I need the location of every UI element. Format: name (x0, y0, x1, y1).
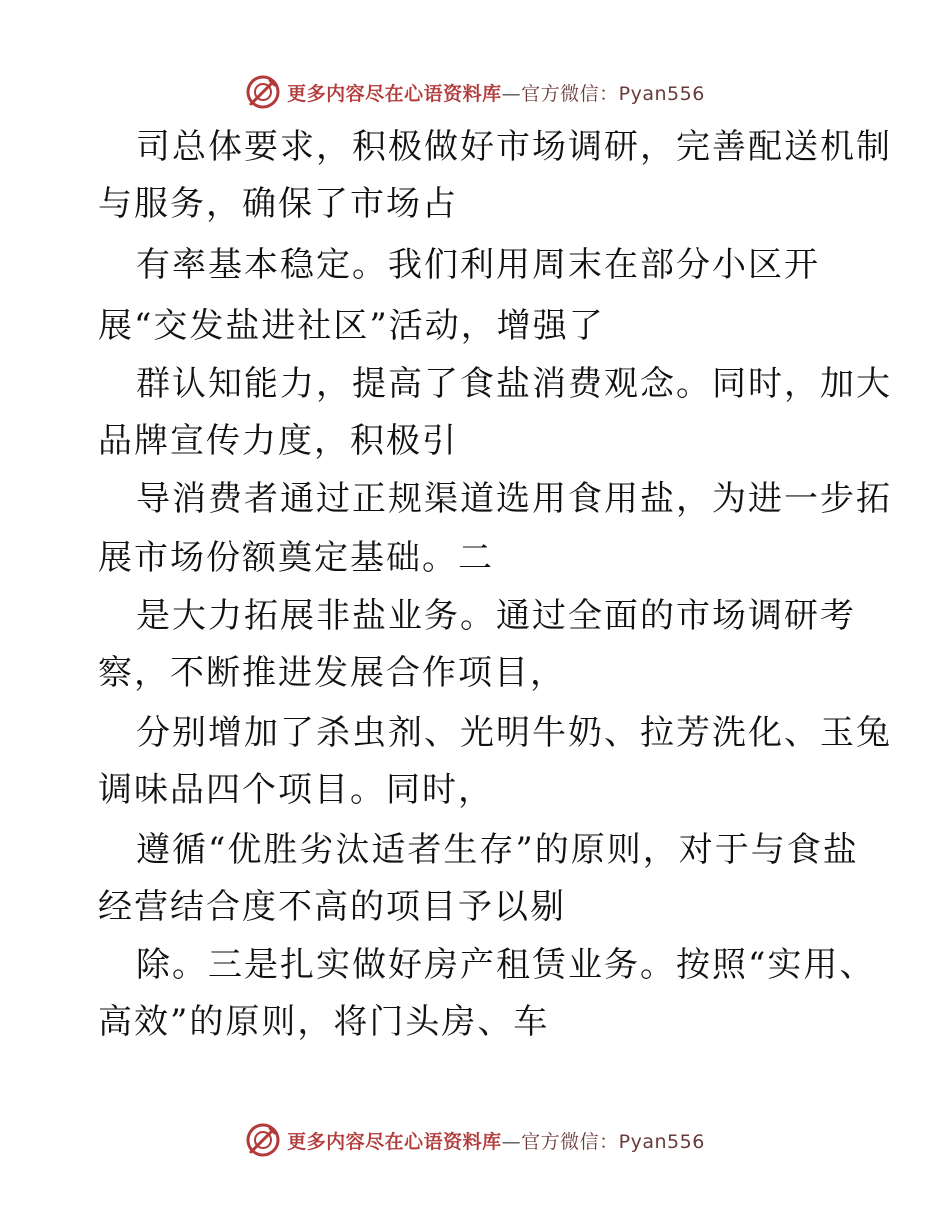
body-line: 是大力拓展非盐业务。通过全面的市场调研考 (136, 596, 856, 636)
body-line: 品牌宣传力度，积极引 (98, 421, 458, 461)
footer-banner (0, 1120, 950, 1160)
header-banner-sep: — (501, 82, 522, 105)
header-banner-main: 更多内容尽在心语资料库 (287, 82, 502, 105)
body-line: 展市场份额奠定基础。二 (98, 538, 494, 578)
body-line: 除。三是扎实做好房产租赁业务。按照“实用、 (136, 945, 876, 985)
footer-banner-text (287, 1127, 705, 1154)
body-line: 调味品四个项目。同时， (98, 770, 494, 810)
footer-banner-sep: — (501, 1130, 522, 1153)
footer-banner-main: 更多内容尽在心语资料库 (287, 1130, 502, 1153)
body-line: 高效”的原则，将门头房、车 (98, 1002, 550, 1042)
body-line: 群认知能力，提高了食盐消费观念。同时，加大 (136, 364, 892, 404)
body-line: 有率基本稳定。我们利用周末在部分小区开 (136, 245, 820, 285)
header-banner (0, 72, 950, 112)
body-line: 察，不断推进发展合作项目， (98, 653, 566, 693)
body-line: 展“交发盐进社区”活动，增强了 (98, 306, 605, 346)
header-banner-rest: 官方微信：Pyan556 (521, 82, 705, 105)
logo-icon (245, 74, 281, 110)
body-line: 遵循“优胜劣汰适者生存”的原则，对于与食盐 (136, 830, 859, 870)
body-line: 司总体要求，积极做好市场调研，完善配送机制 (136, 127, 892, 167)
header-banner-text (287, 79, 705, 106)
body-line: 分别增加了杀虫剂、光明牛奶、拉芳洗化、玉兔 (136, 713, 892, 753)
logo-icon (245, 1122, 281, 1158)
body-line: 导消费者通过正规渠道选用食用盐，为进一步拓 (136, 479, 892, 519)
body-line: 经营结合度不高的项目予以剔 (98, 887, 566, 927)
footer-banner-rest: 官方微信：Pyan556 (521, 1130, 705, 1153)
body-line: 与服务，确保了市场占 (98, 184, 458, 224)
